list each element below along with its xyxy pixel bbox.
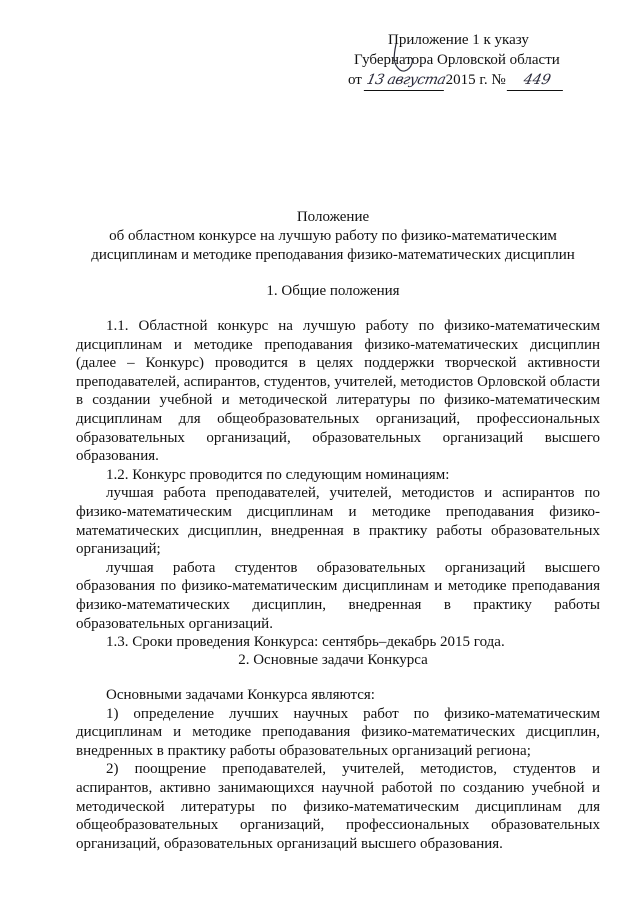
section-1-heading: 1. Общие положения (266, 283, 400, 299)
appendix-year-text: 2015 г. № (445, 72, 506, 88)
handwritten-number: 449 (507, 70, 567, 91)
handwritten-date: 13 августа (363, 70, 447, 91)
section-1-body (76, 317, 600, 652)
paragraph: 2) поощрение преподавателей, учителей, методистов, студентов и аспирантов, активно занимающихся научной работой по созданию учебной и методической литературы по физико-математическим дисциплинам для общеобразовательных организаций, профессиональных образовательных организаций, образовательных организаций высшего образования. (76, 761, 600, 852)
appendix-prefix-from: от (348, 72, 362, 88)
section-2-heading: 2. Основные задачи Конкурса (238, 652, 428, 668)
paragraph: 1.2. Конкурс проводится по следующим номинациям: (106, 466, 450, 483)
paragraph: 1) определение лучших научных работ по физико-математическим дисциплинам и методике преподавания физико-математических дисциплин, внедренных в практику работы образовательных организаций региона; (76, 705, 600, 759)
paragraph: Основными задачами Конкурса являются: (106, 687, 375, 703)
document-title (60, 208, 606, 265)
paragraph: лучшая работа преподавателей, учителей, методистов и аспирантов по физико-математическим дисциплинам и методике преподавания физико-математических дисциплин, внедренная в практику работы образовательных организаций; (76, 485, 600, 558)
handwriting-flourish-icon (378, 42, 438, 76)
paragraph: 1.1. Областной конкурс на лучшую работу по физико-математическим дисциплинам и методике преподавания физико-математических дисциплин (далее – Конкурс) проводится в целях поддержки творческой активности преподавателей, аспирантов, студентов, учителей, методистов Орловской области в создании учебной и методической литературы по физико-математическим дисциплинам для общеобразовательных организаций, профессиональных образовательных организаций, образовательных организаций высшего образования. (76, 318, 600, 465)
paragraph: 1.3. Сроки проведения Конкурса: сентябрь–декабрь 2015 года. (106, 634, 505, 651)
appendix-header (348, 30, 608, 91)
title-line-2: об областном конкурсе на лучшую работу по физико-математическим (109, 228, 557, 244)
title-line-3: дисциплинам и методике преподавания физико-математических дисциплин (91, 247, 575, 263)
appendix-line-2: Губернатора Орловской области (354, 52, 560, 68)
title-line-1: Положение (296, 209, 370, 225)
section-2-body (76, 686, 600, 853)
appendix-line-1: Приложение 1 к указу (388, 32, 529, 48)
paragraph: лучшая работа студентов образовательных организаций высшего образования по физико-математическим дисциплинам и методике преподавания физико-математических дисциплин, внедренная в практику работы образовательных организаций. (76, 559, 600, 632)
